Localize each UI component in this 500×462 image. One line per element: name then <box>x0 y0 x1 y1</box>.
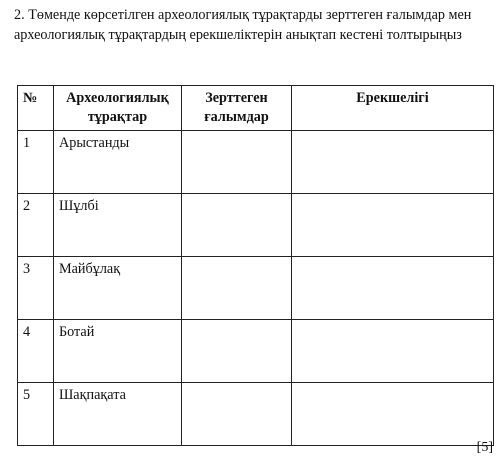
row-scholars-cell[interactable] <box>182 320 292 383</box>
row-scholars-cell[interactable] <box>182 383 292 446</box>
row-scholars-cell[interactable] <box>182 194 292 257</box>
row-scholars-cell[interactable] <box>182 257 292 320</box>
row-number: 5 <box>18 383 54 446</box>
row-number: 2 <box>18 194 54 257</box>
table-row <box>18 131 494 194</box>
table-row <box>18 194 494 257</box>
table-header-row <box>18 86 494 131</box>
row-site: Шұлбі <box>54 194 182 257</box>
row-features-cell[interactable] <box>292 383 494 446</box>
row-features-cell[interactable] <box>292 194 494 257</box>
row-features-cell[interactable] <box>292 131 494 194</box>
row-site: Арыстанды <box>54 131 182 194</box>
row-site: Ботай <box>54 320 182 383</box>
archaeological-sites-table <box>17 85 494 446</box>
header-features: Ерекшелігі <box>292 86 494 131</box>
score-marks: [5] <box>476 440 493 455</box>
table-row <box>18 320 494 383</box>
row-site: Майбұлақ <box>54 257 182 320</box>
row-number: 3 <box>18 257 54 320</box>
row-number: 1 <box>18 131 54 194</box>
row-number: 4 <box>18 320 54 383</box>
header-number: № <box>18 86 54 131</box>
header-site: Археологиялық тұрақтар <box>54 86 182 131</box>
header-scholars: Зерттеген ғалымдар <box>182 86 292 131</box>
row-features-cell[interactable] <box>292 257 494 320</box>
task-question: 2. Төменде көрсетілген археологиялық тұрақтарды зерттеген ғалымдар мен археологиялық тұрақтардың ерекшеліктерін анықтап кестені толтырыңыз <box>14 7 472 43</box>
row-scholars-cell[interactable] <box>182 131 292 194</box>
row-site: Шақпақата <box>54 383 182 446</box>
row-features-cell[interactable] <box>292 320 494 383</box>
table-row <box>18 383 494 446</box>
table-row <box>18 257 494 320</box>
